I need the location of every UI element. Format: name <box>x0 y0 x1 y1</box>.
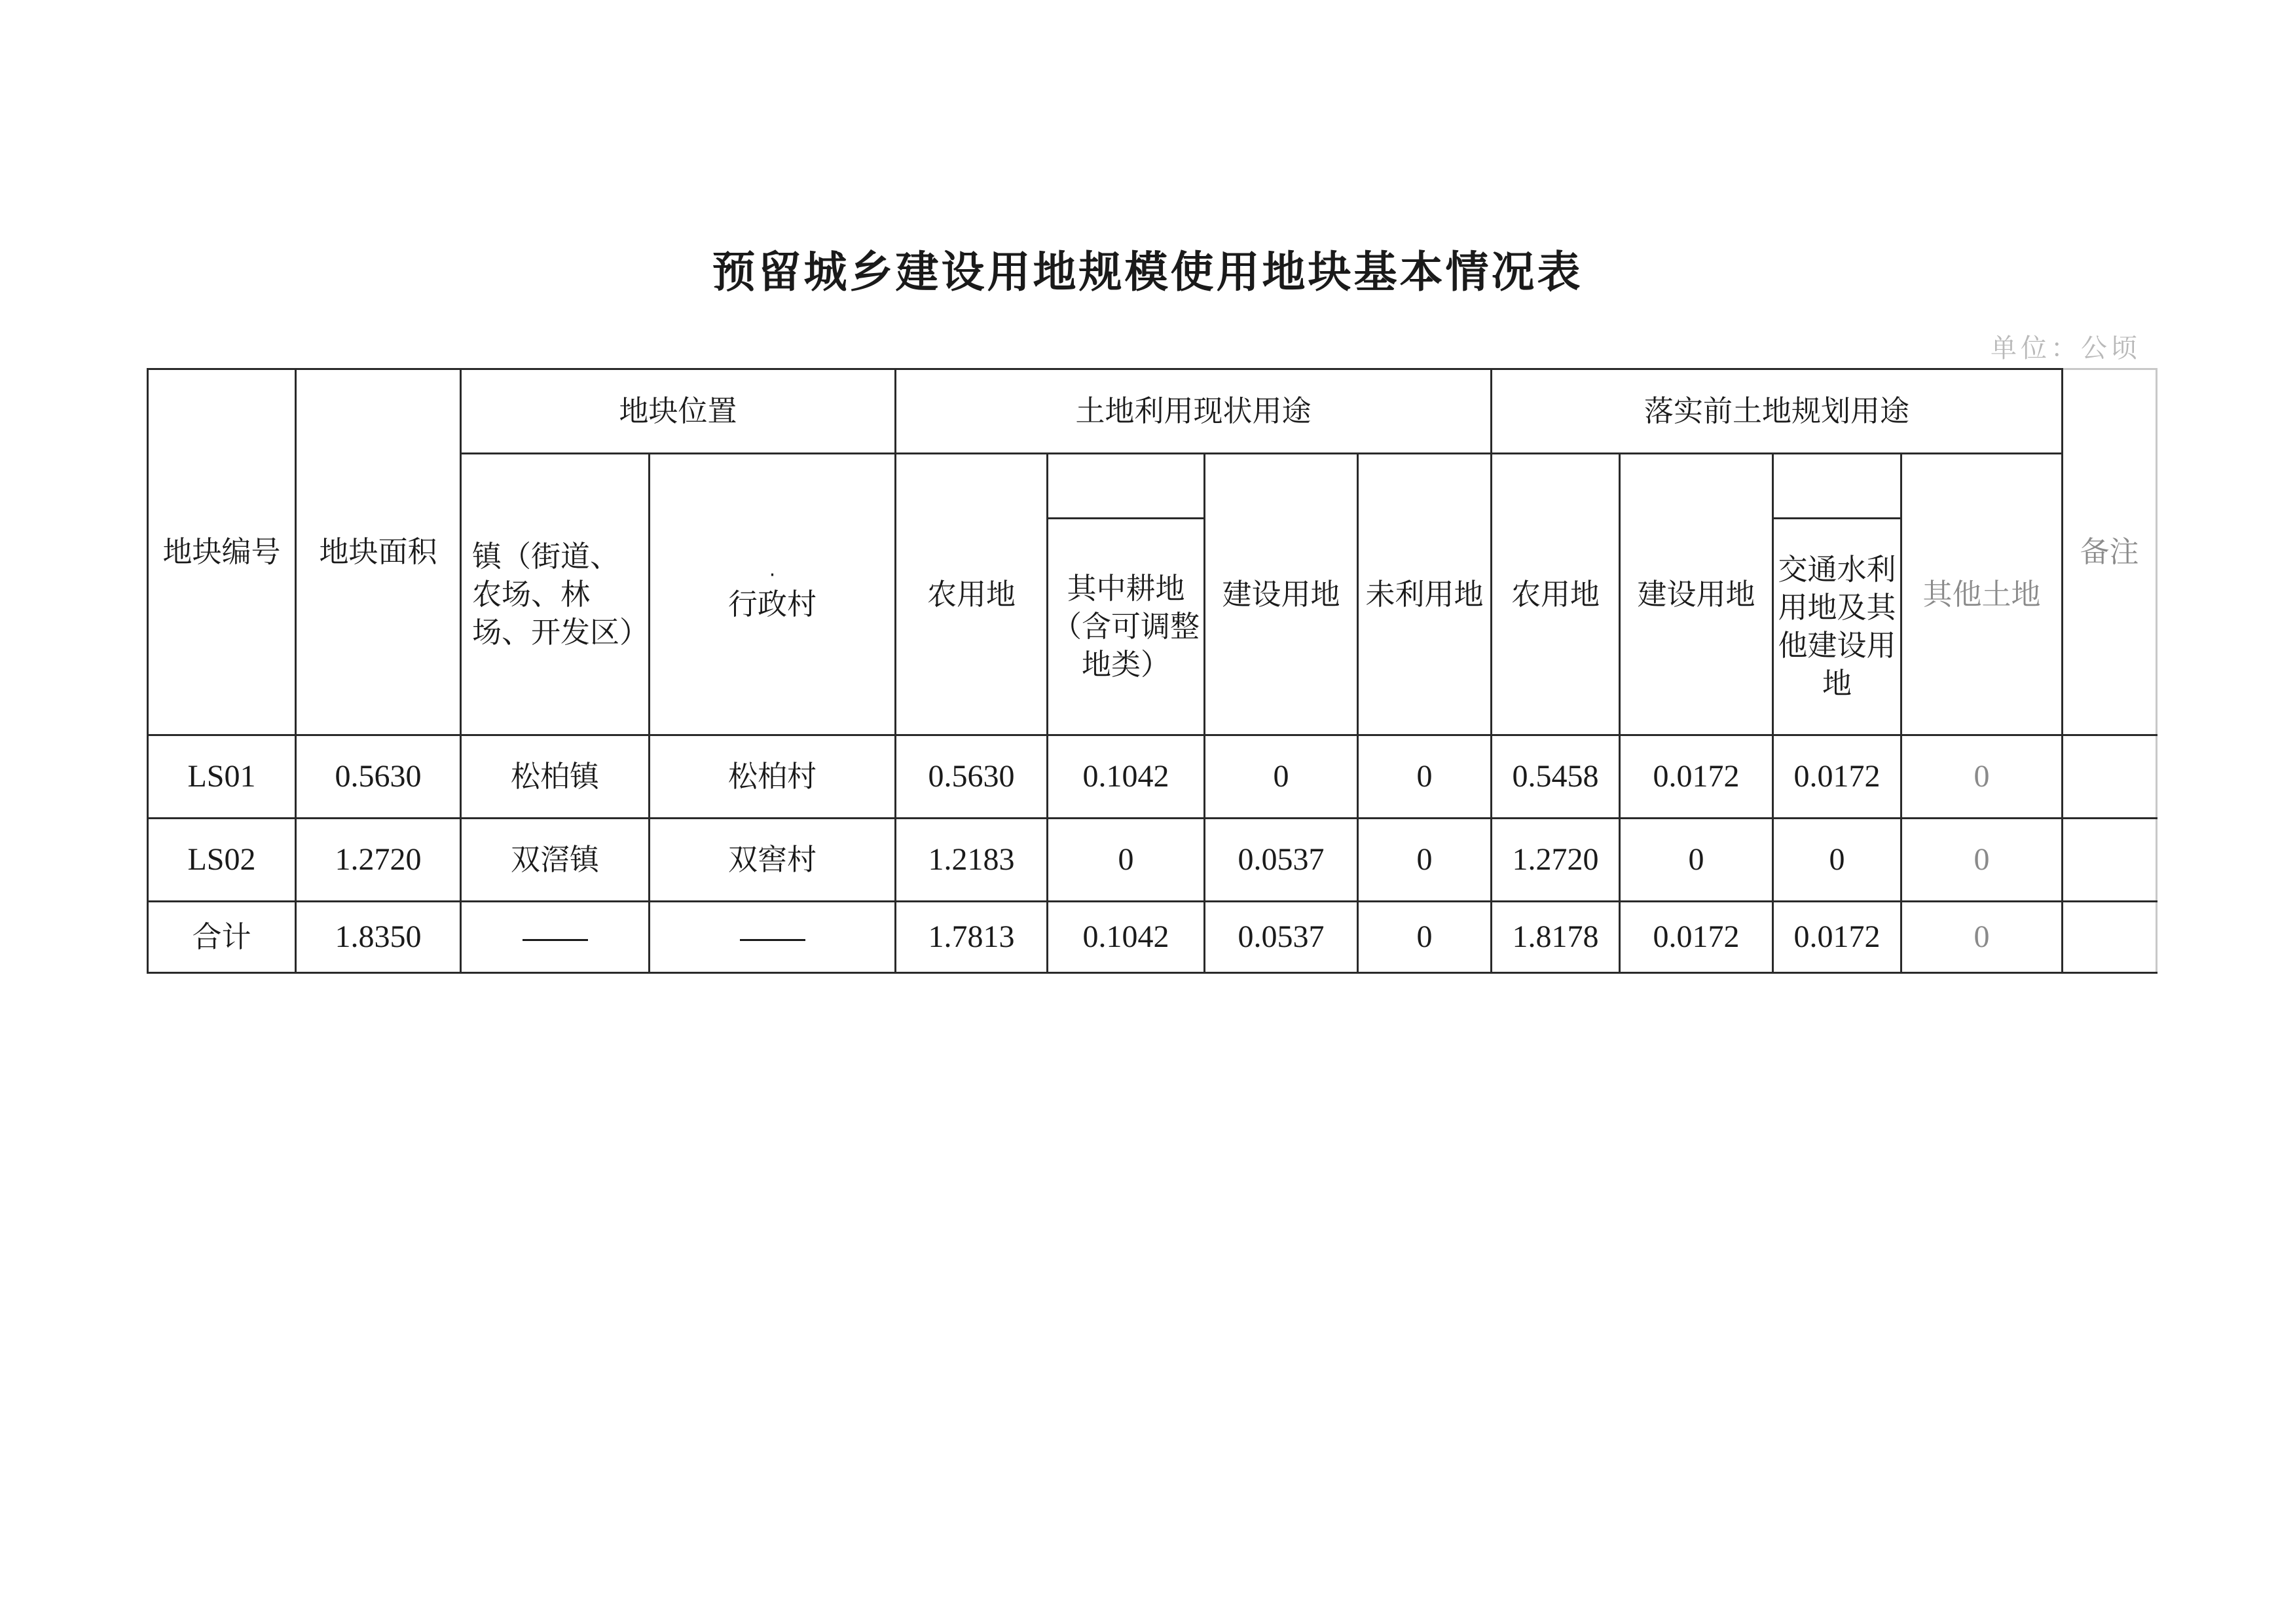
cell-total-label: 合计 <box>148 902 296 973</box>
table-row <box>148 819 2157 902</box>
header-current-arable: 其中耕地（含可调整地类） <box>1048 519 1205 735</box>
table-total-row <box>148 902 2157 973</box>
header-current-unused: 未利用地 <box>1358 454 1492 735</box>
cell-planned-agri: 1.2720 <box>1492 819 1620 902</box>
header-planned-construction: 建设用地 <box>1620 454 1773 735</box>
cell-total-planned-transport: 0.0172 <box>1773 902 1901 973</box>
cell-total-planned-other: 0 <box>1901 902 2063 973</box>
cell-total-planned-agri: 1.8178 <box>1492 902 1620 973</box>
cell-total-town-dash <box>461 902 650 973</box>
cell-current-unused: 0 <box>1358 819 1492 902</box>
header-location-village-label: 行政村 <box>728 586 817 621</box>
header-location-village <box>650 454 896 735</box>
unit-label: 单位：公顷 <box>1991 333 2141 363</box>
header-remarks-label: 备注 <box>2080 534 2139 569</box>
header-planned-use: 落实前土地规划用途 <box>1492 369 2063 454</box>
header-parcel-area: 地块面积 <box>296 369 461 735</box>
cell-current-arable: 0 <box>1048 819 1205 902</box>
header-planned-other: 其他土地 <box>1901 454 2063 735</box>
header-planned-transport: 交通水利用地及其他建设用地 <box>1773 519 1901 735</box>
header-planned-transport-blank <box>1773 454 1901 519</box>
cell-total-planned-construction: 0.0172 <box>1620 902 1773 973</box>
cell-current-construction: 0.0537 <box>1205 819 1358 902</box>
cell-planned-other: 0 <box>1901 819 2063 902</box>
cell-town: 松柏镇 <box>461 735 650 819</box>
cell-total-village-dash <box>650 902 896 973</box>
cell-planned-transport: 0 <box>1773 819 1901 902</box>
cell-village: 双窖村 <box>650 819 896 902</box>
cell-parcel-id: LS02 <box>148 819 296 902</box>
dash-mark <box>740 939 805 941</box>
cell-total-remarks <box>2063 902 2157 973</box>
header-planned-agri: 农用地 <box>1492 454 1620 735</box>
cell-current-agri: 1.2183 <box>896 819 1048 902</box>
cell-planned-construction: 0.0172 <box>1620 735 1773 819</box>
header-location-town: 镇（街道、农场、林场、开发区） <box>461 454 650 735</box>
header-current-agri: 农用地 <box>896 454 1048 735</box>
header-row-groups <box>148 369 2157 454</box>
cell-planned-other: 0 <box>1901 735 2063 819</box>
cell-village: 松柏村 <box>650 735 896 819</box>
cell-parcel-id: LS01 <box>148 735 296 819</box>
table-row <box>148 735 2157 819</box>
cell-parcel-area: 0.5630 <box>296 735 461 819</box>
cell-current-arable: 0.1042 <box>1048 735 1205 819</box>
cell-total-current-agri: 1.7813 <box>896 902 1048 973</box>
cell-total-current-arable: 0.1042 <box>1048 902 1205 973</box>
cell-remarks <box>2063 819 2157 902</box>
cell-town: 双滘镇 <box>461 819 650 902</box>
header-current-arable-blank <box>1048 454 1205 519</box>
header-location: 地块位置 <box>461 369 896 454</box>
cell-current-agri: 0.5630 <box>896 735 1048 819</box>
cell-current-construction: 0 <box>1205 735 1358 819</box>
cell-planned-transport: 0.0172 <box>1773 735 1901 819</box>
cell-total-area: 1.8350 <box>296 902 461 973</box>
cell-total-current-unused: 0 <box>1358 902 1492 973</box>
page-title: 预留城乡建设用地规模使用地块基本情况表 <box>712 247 1583 297</box>
cell-parcel-area: 1.2720 <box>296 819 461 902</box>
cell-planned-construction: 0 <box>1620 819 1773 902</box>
header-parcel-id: 地块编号 <box>148 369 296 735</box>
header-current-construction: 建设用地 <box>1205 454 1358 735</box>
header-remarks <box>2063 369 2157 735</box>
dash-mark <box>523 939 588 941</box>
cell-remarks <box>2063 735 2157 819</box>
header-current-use: 土地利用现状用途 <box>896 369 1492 454</box>
stray-dot-mark: · <box>769 563 776 587</box>
parcel-table <box>147 368 2157 974</box>
cell-total-current-construction: 0.0537 <box>1205 902 1358 973</box>
cell-planned-agri: 0.5458 <box>1492 735 1620 819</box>
cell-current-unused: 0 <box>1358 735 1492 819</box>
